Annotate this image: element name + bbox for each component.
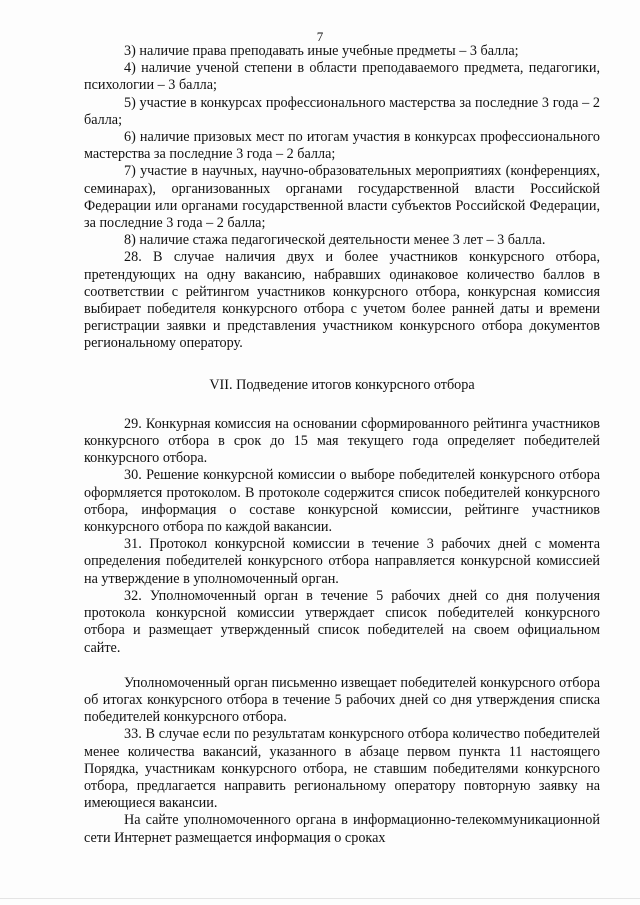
section-heading: VII. Подведение итогов конкурсного отбора bbox=[209, 376, 475, 393]
paragraph-29: 29. Конкурная комиссия на основании сформированного рейтинга участников конкурсного отбора в срок до 15 мая текущего года определяет победителей конкурсного отбора. bbox=[84, 415, 600, 467]
list-item-7: 7) участие в научных, научно-образовательных мероприятиях (конференциях, семинарах), организованных органами государственной власти Российской Федерации или органами государственной власти субъектов Российской Федерации, за последние 3 года – 2 балла; bbox=[84, 163, 600, 232]
page-number: 7 bbox=[316, 29, 324, 44]
paragraph-30: 30. Решение конкурсной комиссии о выборе победителей конкурсного отбора оформляется протоколом. В протоколе содержится список победителей конкурсного отбора, информация о составе конкурсной комиссии, рейтинге участников конкурсного отбора по каждой вакансии. bbox=[84, 467, 600, 536]
paragraph-website-info: На сайте уполномоченного органа в информационно-телекоммуникационной сети Интернет размещается информация о сроках bbox=[84, 812, 600, 846]
list-item-3: 3) наличие права преподавать иные учебные предметы – 3 балла; bbox=[124, 43, 519, 59]
list-item-6: 6) наличие призовых мест по итогам участия в конкурсах профессионального мастерства за последние 3 года – 2 балла; bbox=[84, 129, 600, 163]
paragraph-notification: Уполномоченный орган письменно извещает победителей конкурсного отбора об итогах конкурсного отбора в течение 5 рабочих дней со дня утверждения списка победителей конкурсного отбора. bbox=[84, 674, 600, 726]
list-item-4: 4) наличие ученой степени в области преподаваемого предмета, педагогики, психологии – 3 балла; bbox=[84, 60, 600, 94]
paragraph-28: 28. В случае наличия двух и более участников конкурсного отбора, претендующих на одну вакансию, набравших одинаковое количество баллов в соответствии с рейтингом участников конкурсного отбора, конкурсная комиссия выбирает победителя конкурсного отбора с учетом более ранней даты и времени регистрации заявки и представления участником конкурсного отбора документов региональному оператору. bbox=[84, 249, 600, 352]
document-body bbox=[84, 43, 600, 847]
list-item-5: 5) участие в конкурсах профессионального мастерства за последние 3 года – 2 балла; bbox=[84, 94, 600, 128]
list-item-8: 8) наличие стажа педагогической деятельности менее 3 лет – 3 балла. bbox=[124, 232, 546, 249]
paragraph-31: 31. Протокол конкурсной комиссии в течение 3 рабочих дней с момента определения победителей конкурсного отбора направляется конкурсной комиссией на утверждение в уполномоченный орган. bbox=[84, 536, 600, 587]
paragraph-32: 32. Уполномоченный орган в течение 5 рабочих дней со дня получения протокола конкурсной комиссии утверждает список победителей конкурсного отбора и размещает утвержденный список победителей на своем официальном сайте. bbox=[84, 587, 600, 656]
page-bottom-edge bbox=[0, 898, 640, 899]
paragraph-33: 33. В случае если по результатам конкурсного отбора количество победителей менее количества вакансий, указанного в абзаце первом пункта 11 настоящего Порядка, участникам конкурсного отбора, не ставшим победителями конкурсного отбора, предлагается направить региональному оператору повторную заявку на имеющиеся вакансии. bbox=[84, 726, 600, 812]
